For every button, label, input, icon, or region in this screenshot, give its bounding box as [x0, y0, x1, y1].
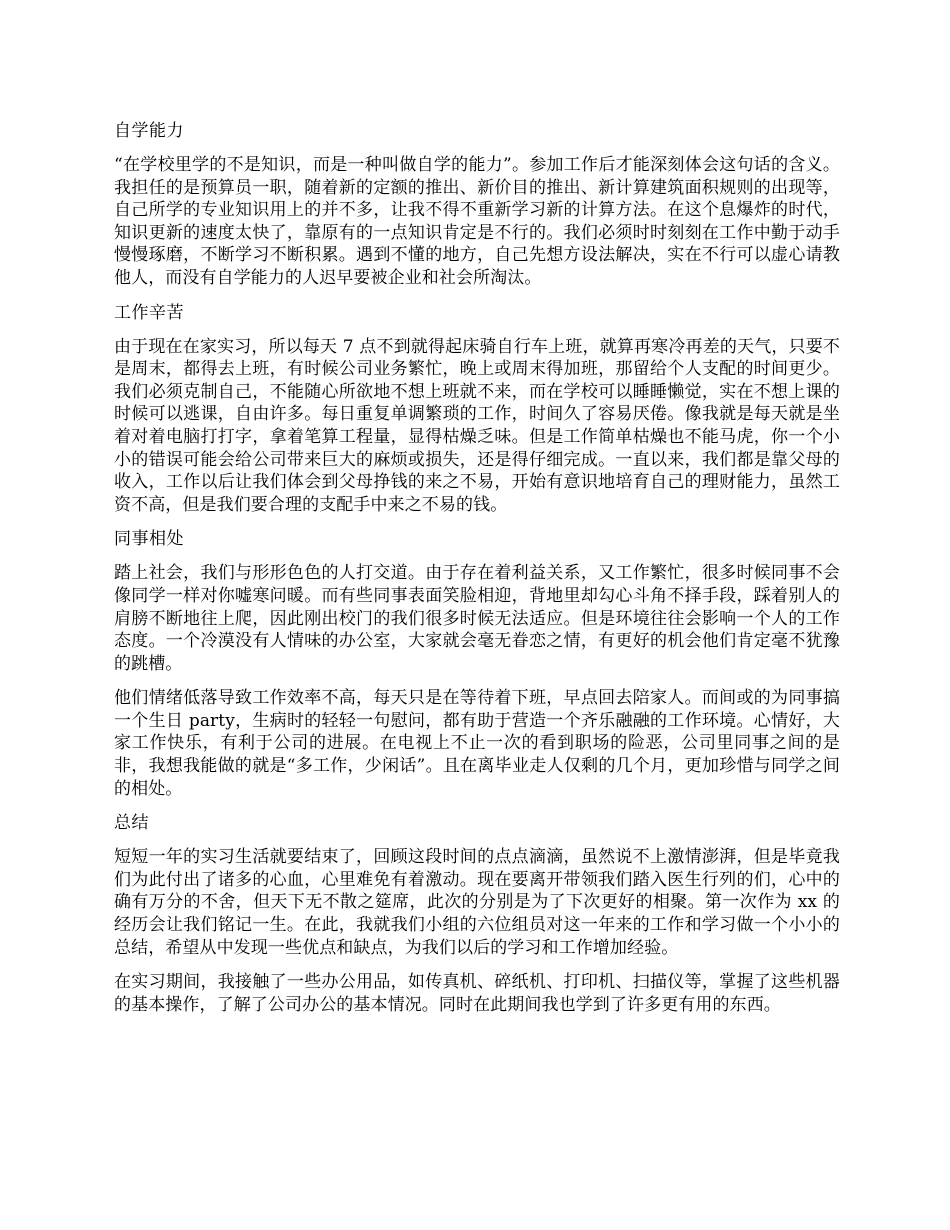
- section-colleagues: [114, 528, 840, 800]
- paragraph: “在学校里学的不是知识，而是一种叫做自学的能力”。参加工作后才能深刻体会这句话的含义。我担任的是预算员一职，随着新的定额的推出、新价目的推出、新计算建筑面积规则的出现等，自己所学的专业知识用上的并不多，让我不得不重新学习新的计算方法。在这个息爆炸的时代，知识更新的速度太快了，靠原有的一点知识肯定是不行的。我们必须时时刻刻在工作中勤于动手慢慢琢磨，不断学习不断积累。遇到不懂的地方，自己先想方设法解决，实在不行可以虚心请教他人，而没有自学能力的人迟早要被企业和社会所淘汰。: [114, 155, 840, 288]
- paragraph: 在实习期间，我接触了一些办公用品，如传真机、碎纸机、打印机、扫描仪等，掌握了这些机器的基本操作，了解了公司办公的基本情况。同时在此期间我也学到了许多更有用的东西。: [114, 972, 840, 1015]
- paragraph: 踏上社会，我们与形形色色的人打交道。由于存在着利益关系，又工作繁忙，很多时候同事不会像同学一样对你嘘寒问暖。而有些同事表面笑脸相迎，背地里却勾心斗角不择手段，踩着别人的肩膀不断地往上爬，因此刚出校门的我们很多时候无法适应。但是环境往往会影响一个人的工作态度。一个冷漠没有人情味的办公室，大家就会毫无眷恋之情，有更好的机会他们肯定毫不犹豫的跳槽。: [114, 563, 840, 674]
- document-body: [114, 120, 840, 1028]
- section-summary: [114, 812, 840, 1016]
- section-heading: 自学能力: [114, 121, 184, 141]
- paragraph: 由于现在在家实习，所以每天 7 点不到就得起床骑自行车上班，就算再寒冷再差的天气，只要不是周末，都得去上班，有时候公司业务繁忙，晚上或周末得加班，那留给个人支配的时间更少。我们必须克制自己，不能随心所欲地不想上班就不来，而在学校可以睡睡懒觉，实在不想上课的时候可以逃课，自由许多。每日重复单调繁琐的工作，时间久了容易厌倦。像我就是每天就是坐着对着电脑打打字，拿着笔算工程量，显得枯燥乏味。但是工作简单枯燥也不能马虎，你一个小小的错误可能会给公司带来巨大的麻烦或损失，还是得仔细完成。一直以来，我们都是靠父母的收入，工作以后让我们体会到父母挣钱的来之不易，开始有意识地培育自己的理财能力，虽然工资不高，但是我们要合理的支配手中来之不易的钱。: [114, 336, 840, 515]
- section-self-study: [114, 120, 840, 290]
- section-heading: 同事相处: [114, 529, 184, 550]
- paragraph: 短短一年的实习生活就要结束了，回顾这段时间的点点滴滴，虽然说不上激情澎湃，但是毕竟我们为此付出了诸多的心血，心里难免有着激动。现在要离开带领我们踏入医生行列的们，心中的确有万分的不舍，但天下无不散之筵席，此次的分别是为了下次更好的相聚。第一次作为 xx 的经历会让我们铭记一生。在此，我就我们小组的六位组员对这一年来的工作和学习做一个小小的总结，希望从中发现一些优点和缺点，为我们以后的学习和工作增加经验。: [114, 847, 840, 958]
- paragraph: 他们情绪低落导致工作效率不高，每天只是在等待着下班，早点回去陪家人。而间或的为同事搞一个生日 party，生病时的轻轻一句慰问，都有助于营造一个齐乐融融的工作环境。心情好，大家工作快乐，有利于公司的进展。在电视上不止一次的看到职场的险恶，公司里同事之间的是非，我想我能做的就是“多工作，少闲话”。且在离毕业走人仅剩的几个月，更加珍惜与同学之间的相处。: [114, 688, 840, 799]
- section-hard-work: [114, 302, 840, 517]
- section-heading: 总结: [114, 813, 149, 834]
- section-heading: 工作辛苦: [114, 302, 184, 323]
